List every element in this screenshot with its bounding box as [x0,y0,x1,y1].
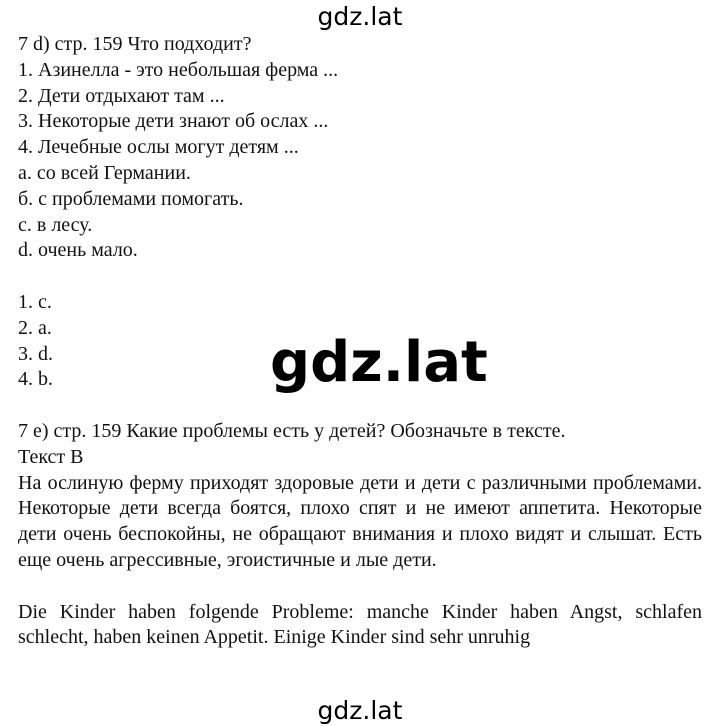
answer-2: 2. a. [18,316,52,339]
paragraph-german: Die Kinder haben folgende Probleme: manche Kinder haben Angst, schlafen schlecht, haben keinen Appetit. Einige Kinder sind sehr unruhig [18,600,702,649]
question-4: 4. Лечебные ослы могут детям ... [18,136,299,159]
question-1: 1. Азинелла - это небольшая ферма ... [18,58,339,81]
spacer [18,574,702,600]
task1-heading: 7 d) стр. 159 Что подходит? [18,33,252,55]
spacer [18,393,702,419]
spacer [18,264,702,290]
option-d: d. очень мало. [18,239,138,262]
answer-4: 4. b. [18,368,53,391]
watermark-top: gdz.lat [317,2,403,31]
answer-1: 1. c. [18,290,52,313]
question-2: 2. Дети отдыхают там ... [18,84,225,107]
question-3: 3. Некоторые дети знают об ослах ... [18,110,329,133]
watermark-bottom: gdz.lat [317,696,403,725]
watermark-center: gdz.lat [270,330,488,395]
paragraph-russian: На ослиную ферму приходят здоровые дети и дети с различными проблемами. Некоторые дети всегда боятся, плохо спят и не имеют аппетита. Некоторые дети очень беспокойны, не обращают внимания и плохо видят и слышат. Есть еще очень агрессивные, эгоистичные и лые дети. [18,471,702,571]
option-c: c. в лесу. [18,213,93,236]
option-a: a. со всей Германии. [18,161,191,184]
text-label: Текст B [18,445,84,468]
option-b: б. с проблемами помогать. [18,187,244,210]
task2-heading: 7 e) стр. 159 Какие проблемы есть у детей? Обозначьте в тексте. [18,419,566,442]
answer-3: 3. d. [18,342,53,365]
